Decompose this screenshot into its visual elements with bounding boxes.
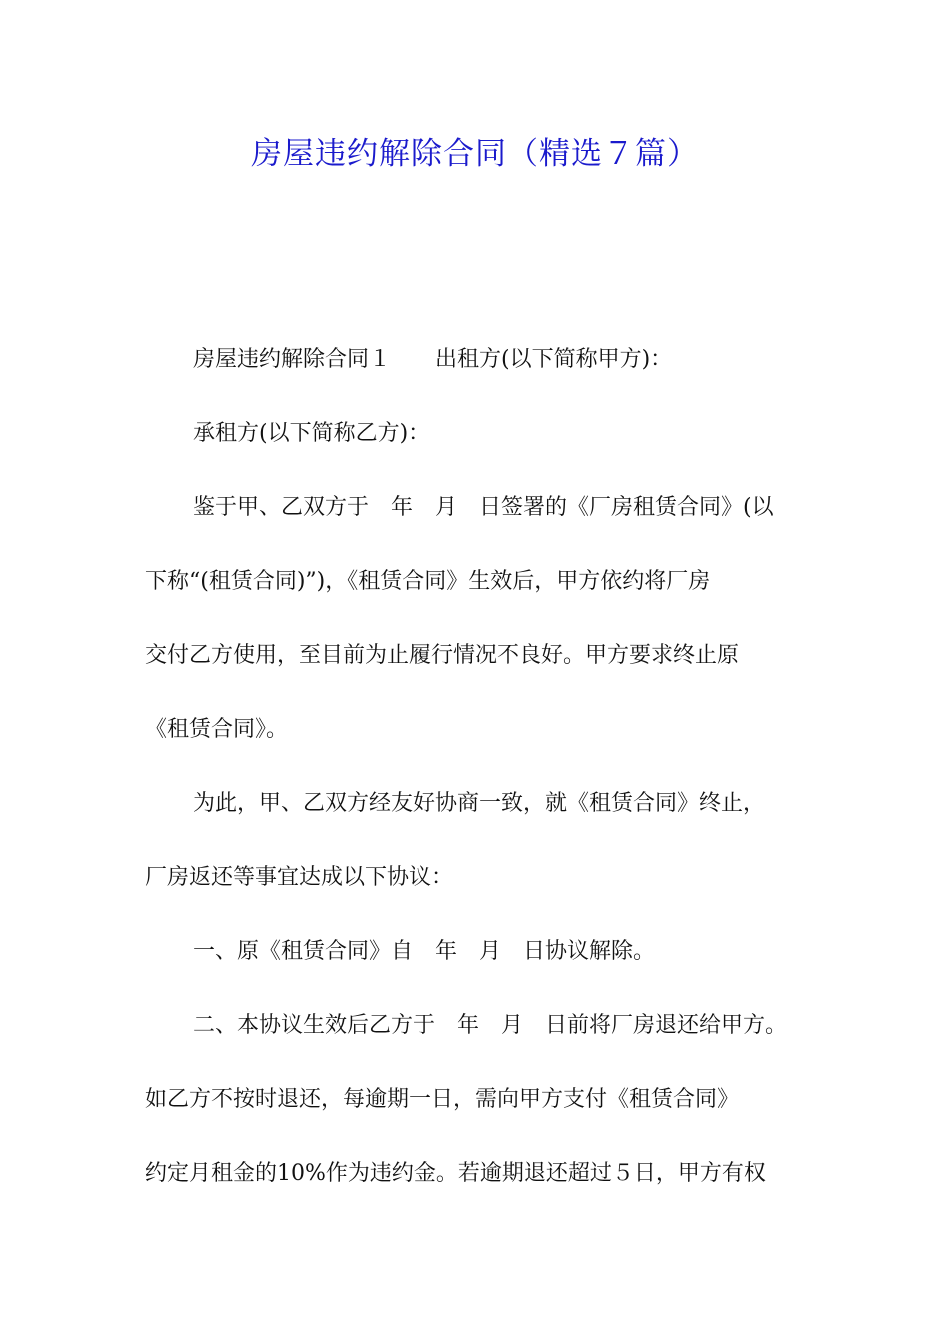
body-line-3: 鉴于甲、乙双方于 年 月 日签署的《厂房租赁合同》(以 [193,495,774,520]
body-line-6: 《租赁合同》。 [145,717,289,742]
document-title: 房屋违约解除合同（精选７篇） [251,136,699,172]
document-body [145,336,825,1224]
body-line-10: 二、本协议生效后乙方于 年 月 日前将厂房退还给甲方。 [193,1013,788,1038]
body-line-5: 交付乙方使用，至目前为止履行情况不良好。甲方要求终止原 [145,643,740,668]
body-line-11: 如乙方不按时退还，每逾期一日，需向甲方支付《租赁合同》 [145,1087,740,1112]
body-line-4: 下称“(租赁合同)”)，《租赁合同》生效后，甲方依约将厂房 [145,569,711,594]
body-line-9: 一、原《租赁合同》自 年 月 日协议解除。 [193,939,656,964]
body-line-1: 房屋违约解除合同１ 出租方(以下简称甲方)： [193,347,673,372]
body-line-8: 厂房返还等事宜达成以下协议： [145,865,454,890]
body-line-2: 承租方(以下简称乙方)： [193,421,431,446]
body-line-7: 为此，甲、乙双方经友好协商一致，就《租赁合同》终止， [193,791,766,816]
body-line-12: 约定月租金的10%作为违约金。若逾期退还超过５日，甲方有权 [145,1161,766,1186]
